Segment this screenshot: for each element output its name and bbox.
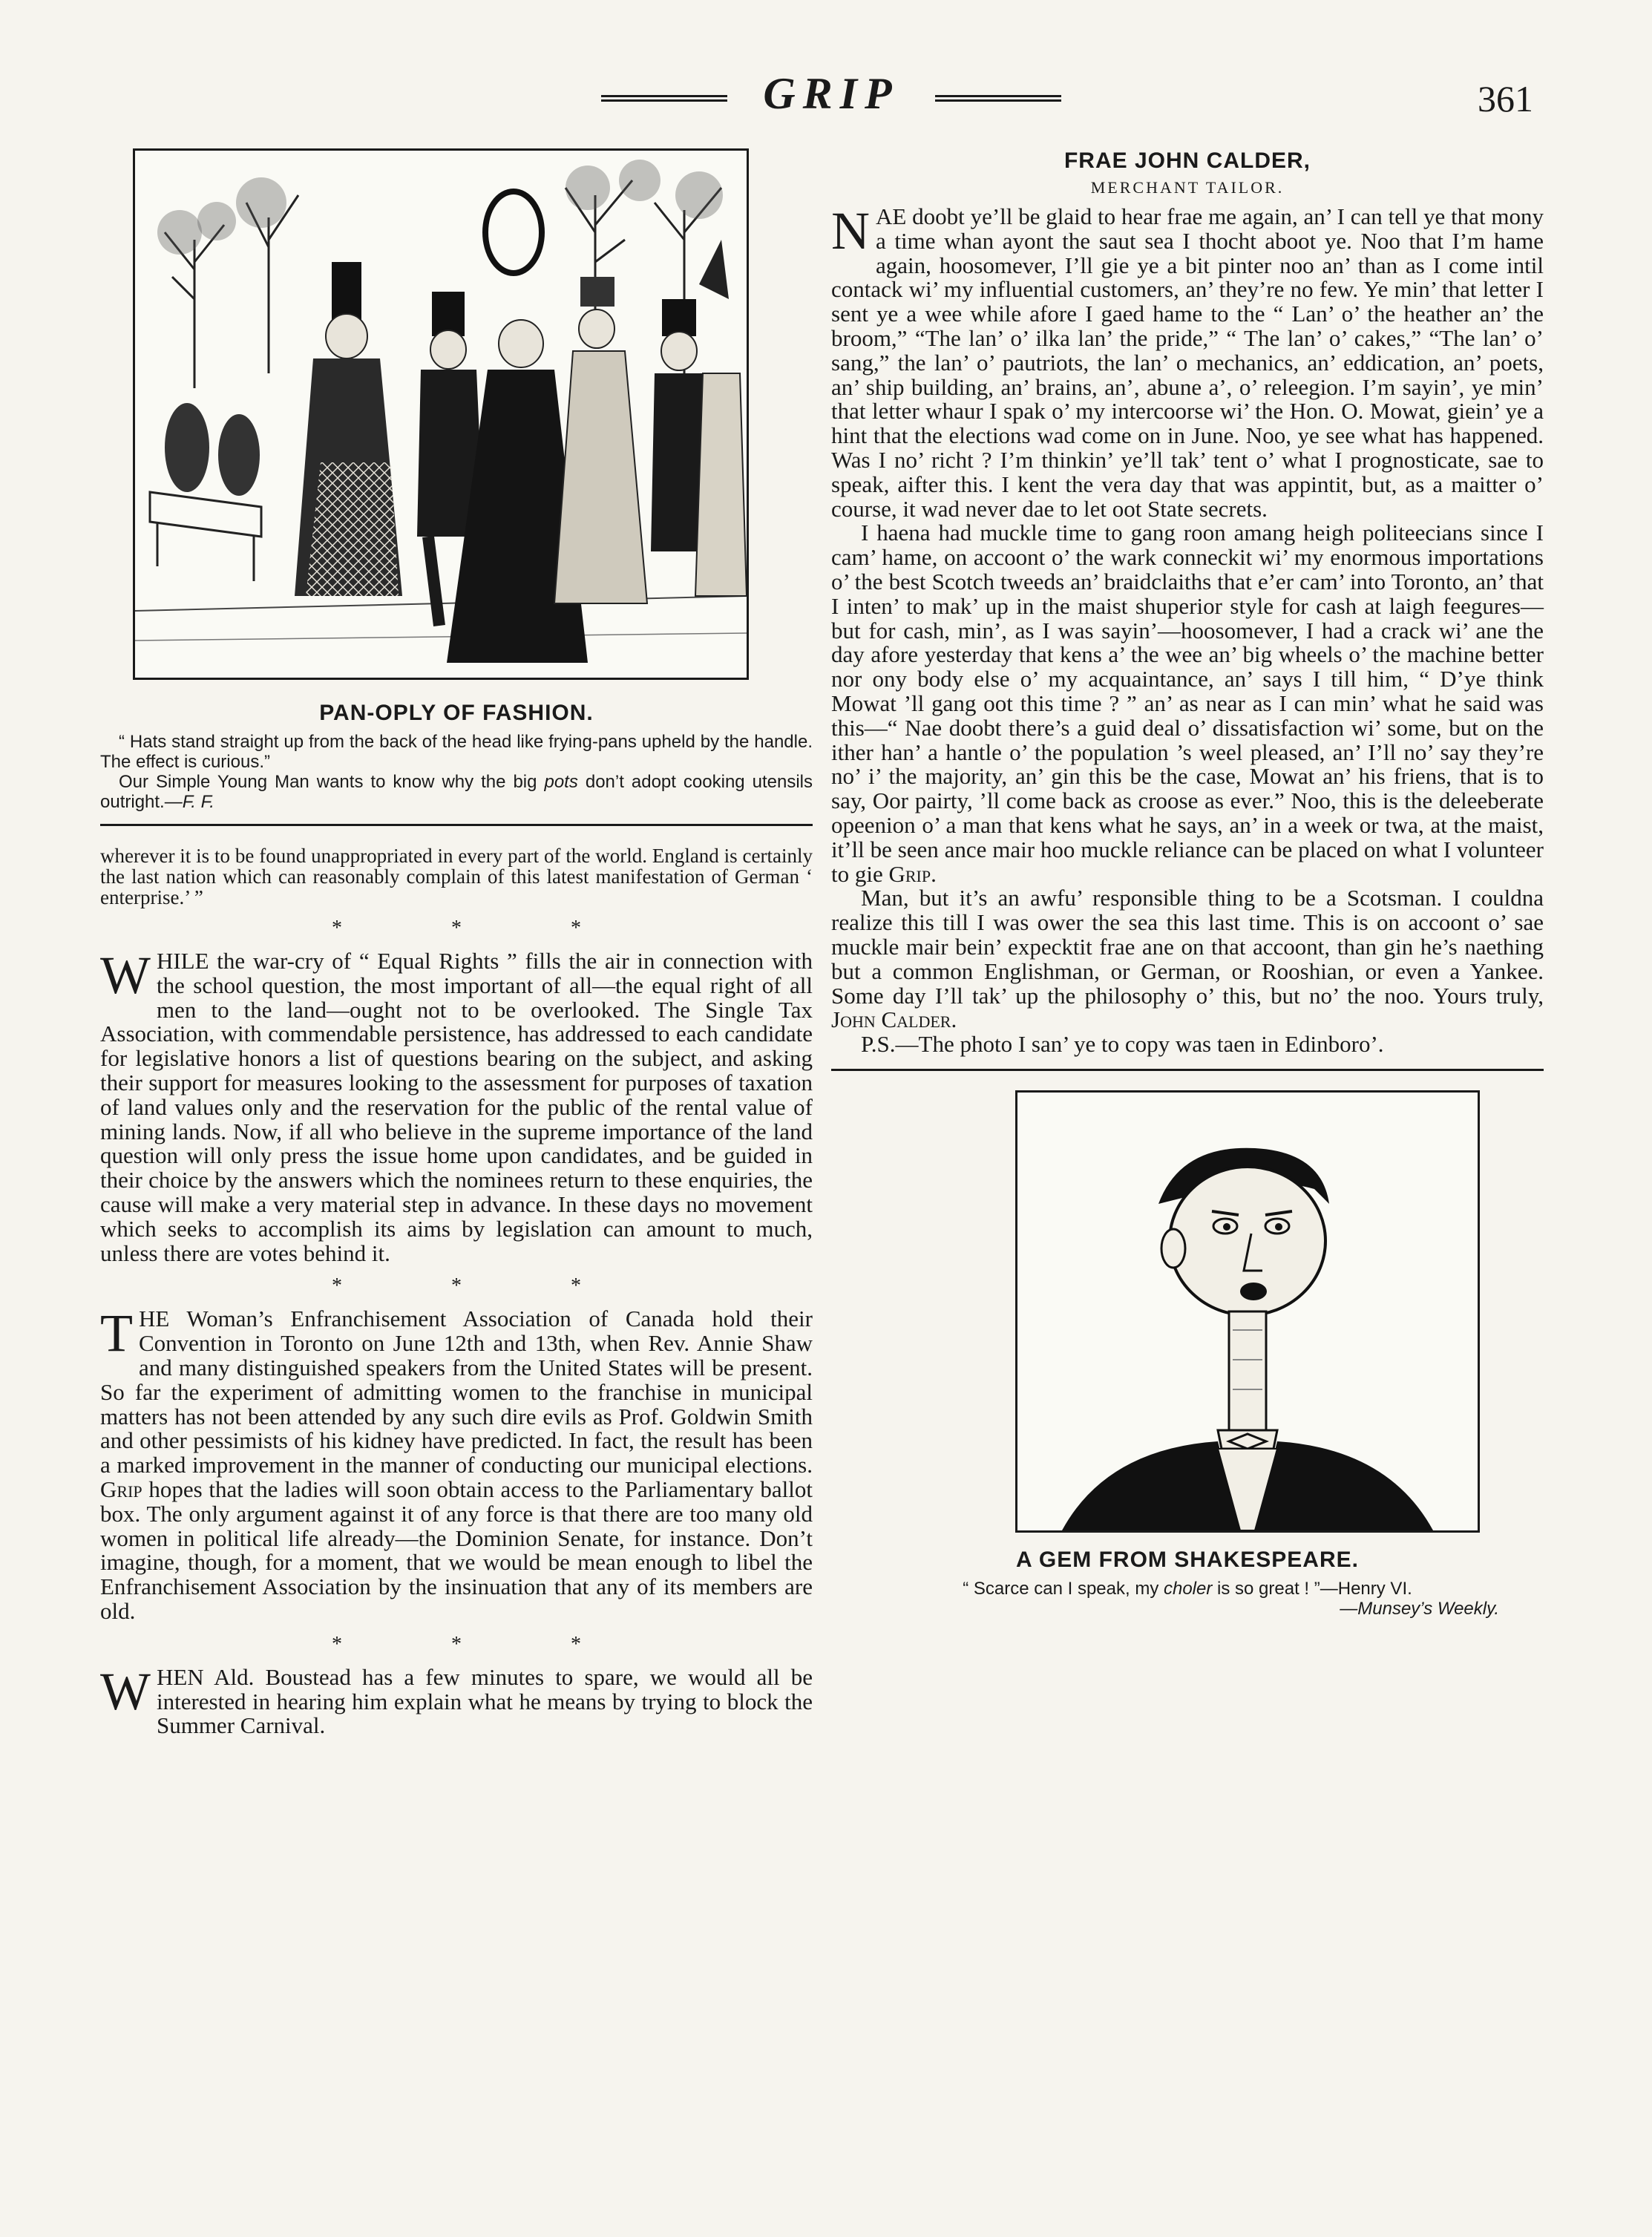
remark-suffix: don’t adopt cooking utensils outright.— [100, 772, 813, 812]
column-divider [100, 824, 813, 826]
section-stars: * * * [332, 917, 633, 940]
letter-paragraph-2 [831, 521, 1544, 886]
drop-cap: W [100, 946, 151, 1005]
right-column [831, 148, 1544, 1619]
drop-cap: T [100, 1303, 133, 1363]
illustration1-remark [100, 772, 813, 812]
remark-prefix: Our Simple Young Man wants to know why the big [119, 772, 545, 792]
article-title: FRAE JOHN CALDER, [1063, 148, 1311, 173]
grip-mention: Grip [888, 860, 931, 887]
masthead-rule-right [935, 95, 1061, 105]
letter-closing: Yours truly, [1432, 982, 1544, 1009]
paragraph-text: HEN Ald. Boustead has a few minutes to spare, we would all be interested in hearing him explain what he means by trying to block the Summer Carnival. [156, 1663, 813, 1739]
paragraph-text: HILE the war-cry of “ Equal Rights ” fills the air in connection with the school question, the most important of all—the equal right of all men to the land—ought not to be overlooked. The Single Tax Association, with commendable persistence, has addressed to each candidate for legislative honors a list of questions bearing on the subject, and asking their support for measures looking to the assessment for purposes of taxation of land values only and the reservation for the public of the rental value of mining lands. Now, if all who believe in the supreme importance of the land question will only press the issue home upon candidates, and be guided in their choice by the answers which the nominees return to these enquiries, the cause will make a very material step in advance. In these days no movement which seeks to accomplish its aims by legislation can amount to much, unless there are votes behind it. [100, 948, 813, 1266]
illustration1-title: PAN-OPLY OF FASHION. [319, 701, 594, 725]
quote-prefix: “ Scarce can I speak, my [963, 1578, 1164, 1599]
section-stars: * * * [332, 1632, 633, 1656]
enfranchisement-paragraph [100, 1303, 813, 1624]
caricature-portrait-illustration [1015, 1090, 1480, 1533]
illustration1-quote: “ Hats stand straight up from the back of the head like frying-pans upheld by the handle. The effect is curious.” [100, 732, 813, 772]
quote-italic: choler [1163, 1578, 1213, 1599]
letter-paragraph-1 [831, 201, 1544, 522]
page-number: 361 [1478, 78, 1533, 119]
intro-fragment: wherever it is to be found unappropriated in every part of the world. England is certainly the last nation which can reasonably complain of this latest manifestation of German ‘ enterprise.’ ” [100, 845, 813, 908]
article-subtitle: MERCHANT TAILOR. [1090, 178, 1285, 197]
illustration2-title: A GEM FROM SHAKESPEARE. [1016, 1547, 1359, 1572]
quote-suffix: is so great ! ”—Henry VI. [1212, 1578, 1412, 1599]
letter-signature: John Calder. [831, 1006, 957, 1033]
section-stars: * * * [332, 1274, 633, 1298]
letter-postscript: P.S.—The photo I san’ ye to copy was taen in Edinboro’. [861, 1031, 1384, 1058]
paragraph-text-b: hopes that the ladies will soon obtain access to the Parliamentary ballot box. The only argument against it of any force is that there are too many old women in political life already—the Dominion Senate, for instance. Don’t imagine, though, for a moment, that we would be mean enough to libel the Enfranchisement Association by the insinuation that any of its members are old. [100, 1475, 813, 1624]
drop-cap: N [831, 201, 870, 261]
paragraph-end: . [931, 860, 937, 887]
paragraph-text: I haena had muckle time to gang roon amang heigh politeecians since I cam’ hame, on accoont o’ the wark conneckit wi’ my enormous importations o’ the best Scotch tweeds an’ braidclaiths that e’er cam’ into Toronto, an’ that I inten’ to mak’ up in the maist shuperior style for cash at laigh feegures—but for cash, min’, as I was sayin’—hoosomever, I had a crack wi’ ane the day afore yesterday that kens a’ the wee an’ big wheels o’ the machine better nor ony body else o’ my acquaintance, an’ says I till him, “ D’ye think Mowat ’ll gang oot this time ? ” an’ as near as I can min’ what he said was this—“ Nae doobt there’s a guid deal o’ dissatisfaction wi’ some, but on the ither han’ a hantle o’ the population ’s weel pleased, an’ I’ll no’ say they’re no’ i’ the majority, an’ gin this be the case, Mowat an’ his friens, that is to say, Oor pairty, ’ll come back as croose as ever.” Noo, this is the deleeberate opeenion o’ a man that kens what he says, an’ in a week or twa, at the maist, it’ll be seen ance mair hoo muckle reliance can be placed on what I volunteer to gie [831, 520, 1544, 887]
masthead-center [601, 68, 1061, 120]
paragraph-text: AE doobt ye’ll be glaid to hear frae me again, an’ I can tell ye that mony a time whan ayont the saut sea I thocht aboot ye. Noo that I’m hame again, hoosomever, I’ll gie ye a bit pinter noo an’ than as I come intil contack wi’ my influential customers, an’ they’re no few. Ye min’ that letter I sent ye a wee while afore I gaed hame to the “ Lan’ o’ the heather an’ the broom,” “The lan’ o’ ilka lan’ the pride,” “ The lan’ o’ cakes,” “The lan’ o’ sang,” the lan’ o’ pautriots, the lan’ o mechanics, an’ eddication, an’ poets, an’ ship building, an’ brains, an’, abune a’, o’ releegion. I’m sayin’, ye min’ that letter whaur I spak o’ my intercoorse wi’ the Hon. O. Mowat, giein’ ye a hint that the elections wad come on in June. Noo, ye see what has happened. Was I no’ richt ? I’m thinkin’ ye’ll tak’ tent o’ what I prognosticate, sae to speak, aifter this. I kent the vera day that was appintit, but, as a maitter o’ course, it wad never dae to let oot State secrets. [831, 203, 1544, 522]
letter-paragraph-3 [831, 886, 1544, 1032]
equal-rights-paragraph [100, 946, 813, 1266]
drop-cap: W [100, 1661, 151, 1721]
boustead-paragraph [100, 1661, 813, 1739]
masthead [0, 68, 1652, 120]
paragraph-text: Man, but it’s an awfu’ responsible thing to be a Scotsman. I couldna realize this till I was ower the sea this last time. This is on accoont o’ sae muckle mair bein’ expecktit frae ane on that accoont, than gin he’s naething but a common Englishman, or German, or Rooshian, or even a Yankee. Some day I’ll tak’ up the philosophy o’ this, but no’ the noo. [831, 885, 1544, 1009]
illustration2-quote [831, 1579, 1544, 1599]
grip-mention: Grip [100, 1475, 142, 1502]
masthead-rule-left [601, 95, 727, 105]
fashion-illustration-art [135, 151, 747, 678]
left-column [100, 148, 813, 1738]
publication-title: GRIP [763, 69, 899, 118]
remark-signature: F. F. [182, 792, 214, 812]
fashion-promenade-illustration [133, 148, 749, 680]
paragraph-text-a: HE Woman’s Enfranchisement Association of Canada hold their Convention in Toronto on June 12th and 13th, when Rev. Annie Shaw and many distinguished speakers from the United States will be present. So far the experiment of admitting women to the franchise in municipal matters has not been attended by any such dire evils as Prof. Goldwin Smith and other pessimists of his kidney have predicted. In fact, the result has been a marked improvement in the manner of conducting our municipal elections. [100, 1306, 813, 1478]
remark-italic: pots [544, 772, 578, 792]
column-divider [831, 1069, 1544, 1071]
caricature-art [1017, 1093, 1478, 1530]
illustration2-source: —Munsey’s Weekly. [1340, 1598, 1499, 1619]
